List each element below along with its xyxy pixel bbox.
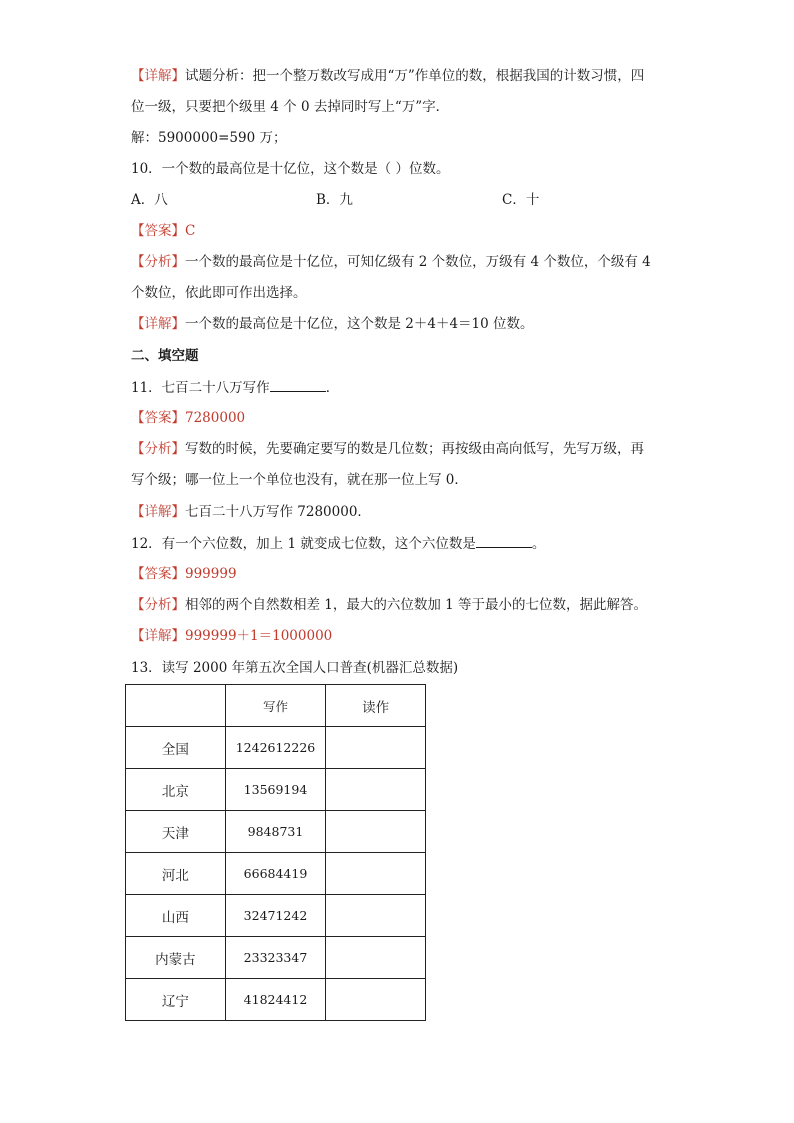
explain-tag: 【详解】: [131, 504, 185, 520]
reading-cell[interactable]: [326, 727, 426, 769]
table-header-cell: 读作: [326, 685, 426, 727]
reading-cell[interactable]: [326, 895, 426, 937]
q9-explain-line-2: 位一级，只要把个级里 4 个 0 去掉同时写上“万”字．: [131, 99, 450, 115]
q12-analysis-text: 相邻的两个自然数相差 1，最大的六位数加 1 等于最小的七位数，据此解答。: [185, 597, 648, 613]
q11-analysis-text: 写数的时候，先要确定要写的数是几位数；再按级由高向低写，先写万级，再: [185, 441, 644, 457]
table-row: [126, 937, 426, 979]
q12-question: [131, 533, 545, 554]
q11-analysis-line-1: [131, 439, 644, 459]
region-cell: 内蒙古: [126, 937, 226, 979]
reading-cell[interactable]: [326, 979, 426, 1021]
table-row: [126, 979, 426, 1021]
q10-option-b: B．九: [316, 192, 353, 208]
answer-tag: 【答案】: [131, 566, 185, 582]
reading-cell[interactable]: [326, 769, 426, 811]
q10-analysis-line-1: [131, 252, 651, 272]
q12-question-end: 。: [531, 536, 546, 552]
region-cell: 全国: [126, 727, 226, 769]
table-row: [126, 853, 426, 895]
q10-analysis-text: 一个数的最高位是十亿位，可知亿级有 2 个数位，万级有 4 个数位，个级有 4: [185, 254, 651, 270]
q12-answer: [131, 564, 237, 584]
written-number-cell: 66684419: [225, 853, 326, 895]
q10-explain: [131, 314, 534, 334]
q11-question: [131, 377, 339, 398]
q9-solution: 解：5900000=590 万；: [131, 130, 287, 146]
analysis-tag: 【分析】: [131, 254, 185, 270]
reading-cell[interactable]: [326, 937, 426, 979]
q12-analysis: [131, 595, 647, 615]
table-row: [126, 895, 426, 937]
q12-answer-value: 999999: [185, 566, 237, 582]
written-number-cell: 13569194: [225, 769, 326, 811]
region-cell: 山西: [126, 895, 226, 937]
written-number-cell: 9848731: [225, 811, 326, 853]
reading-cell[interactable]: [326, 853, 426, 895]
region-cell: 河北: [126, 853, 226, 895]
written-number-cell: 1242612226: [225, 727, 326, 769]
q12-question-text: 12．有一个六位数，加上 1 就变成七位数，这个六位数是: [131, 536, 476, 552]
q10-answer: [131, 221, 195, 241]
q12-explain: [131, 626, 332, 646]
region-cell: 天津: [126, 811, 226, 853]
table-row: [126, 727, 426, 769]
q12-explain-text: 999999＋1＝1000000: [185, 628, 333, 644]
q11-answer-value: 7280000: [185, 410, 246, 426]
table-header-cell: [126, 685, 226, 727]
answer-tag: 【答案】: [131, 410, 185, 426]
explain-tag: 【详解】: [131, 68, 185, 84]
reading-cell[interactable]: [326, 811, 426, 853]
written-number-cell: 23323347: [225, 937, 326, 979]
table-row: [126, 811, 426, 853]
table-header-cell: 写作: [225, 685, 326, 727]
q10-question: 10．一个数的最高位是十亿位，这个数是（ ）位数。: [131, 161, 450, 177]
q10-option-a: A．八: [131, 192, 168, 208]
section-title: 二、填空题: [131, 348, 199, 364]
q11-explain: [131, 502, 371, 522]
q10-option-c: C．十: [502, 192, 540, 208]
table-row: [126, 769, 426, 811]
analysis-tag: 【分析】: [131, 441, 185, 457]
table-header-row: [126, 685, 426, 727]
q9-explain-line-1: [131, 66, 644, 86]
explain-tag: 【详解】: [131, 628, 185, 644]
q11-question-end: ．: [325, 380, 340, 396]
q12-blank: [476, 533, 532, 548]
q11-question-text: 11．七百二十八万写作: [131, 380, 270, 396]
census-table: [125, 684, 426, 1021]
q11-explain-text: 七百二十八万写作 7280000．: [185, 504, 371, 520]
explain-tag: 【详解】: [131, 316, 185, 332]
q9-explain-text: 试题分析：把一个整万数改写成用“万”作单位的数，根据我国的计数习惯，四: [185, 68, 645, 84]
region-cell: 辽宁: [126, 979, 226, 1021]
analysis-tag: 【分析】: [131, 597, 185, 613]
region-cell: 北京: [126, 769, 226, 811]
q10-explain-text: 一个数的最高位是十亿位，这个数是 2＋4＋4＝10 位数。: [185, 316, 534, 332]
answer-tag: 【答案】: [131, 223, 185, 239]
written-number-cell: 32471242: [225, 895, 326, 937]
q10-answer-value: C: [185, 223, 196, 239]
q11-answer: [131, 408, 245, 428]
q13-question: 13．读写 2000 年第五次全国人口普查(机器汇总数据): [131, 660, 459, 676]
q10-analysis-line-2: 个数位，依此即可作出选择。: [131, 285, 307, 301]
q11-analysis-line-2: 写个级；哪一位上一个单位也没有，就在那一位上写 0．: [131, 472, 468, 488]
written-number-cell: 41824412: [225, 979, 326, 1021]
q11-blank: [270, 377, 326, 392]
